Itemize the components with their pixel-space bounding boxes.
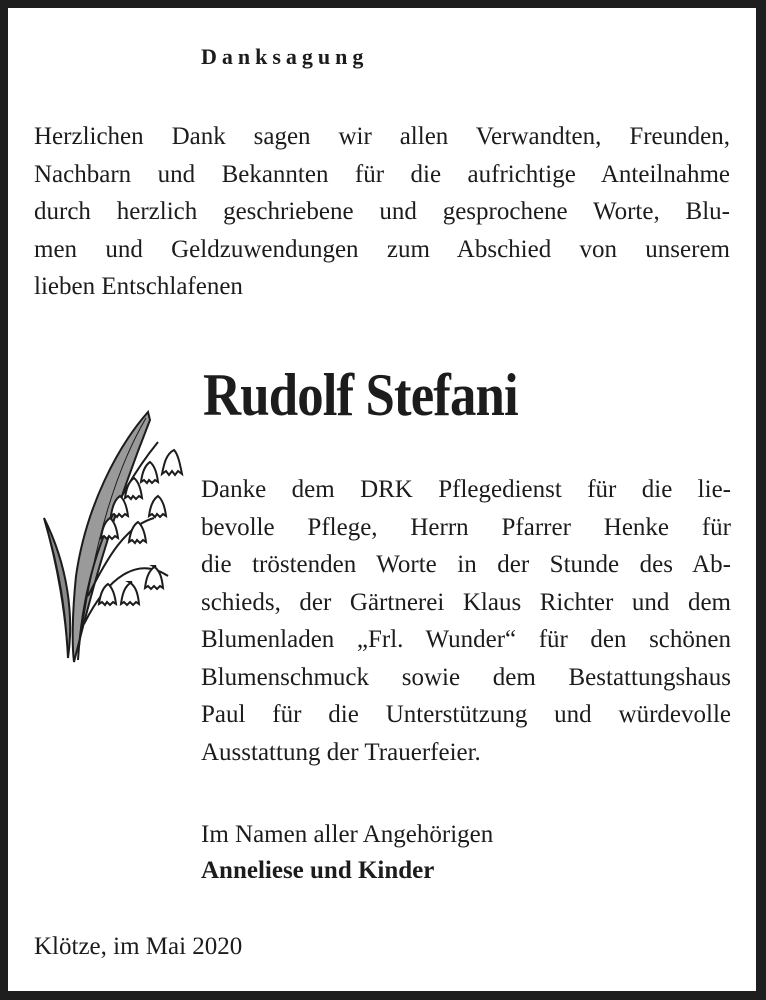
intro-line: durch herzlich geschriebene und gesprochene Worte, Blu-: [34, 198, 730, 225]
intro-line: lieben Entschlafenen: [34, 273, 243, 300]
thanks-line: bevolle Pflege, Herrn Pfarrer Henke für: [201, 513, 731, 541]
thanks-line: Paul für die Unterstützung und würdevolle: [201, 701, 731, 728]
thanks-line: schieds, der Gärtnerei Klaus Richter und dem: [201, 588, 731, 616]
thanks-line: Ausstattung der Trauerfeier.: [201, 738, 481, 766]
deceased-name: Rudolf Stefani: [203, 362, 518, 428]
thanks-line: Blumenladen „Frl. Wunder“ für den schönen: [201, 626, 731, 653]
notice-heading: Danksagung: [201, 44, 369, 69]
thanks-line: Danke dem DRK Pflegedienst für die lie-: [201, 476, 731, 503]
signature-intro: Im Namen aller Angehörigen: [201, 821, 494, 848]
thanks-line: Blumenschmuck sowie dem Bestattungshaus: [201, 663, 731, 691]
lily-of-the-valley-icon: [38, 406, 200, 668]
intro-line: Herzlichen Dank sagen wir allen Verwandten, Freunden,: [34, 123, 730, 150]
intro-line: Nachbarn und Bekannten für die aufrichtige Anteilnahme: [34, 160, 730, 188]
intro-line: men und Geldzuwendungen zum Abschied von unserem: [34, 235, 730, 263]
signature-names: Anneliese und Kinder: [201, 857, 435, 884]
thanks-paragraph: [201, 471, 731, 771]
place-date: Klötze, im Mai 2020: [34, 933, 243, 960]
thanks-line: die tröstenden Worte in der Stunde des Ab-: [201, 551, 731, 578]
intro-paragraph: [34, 118, 730, 306]
obituary-notice: [8, 8, 756, 991]
